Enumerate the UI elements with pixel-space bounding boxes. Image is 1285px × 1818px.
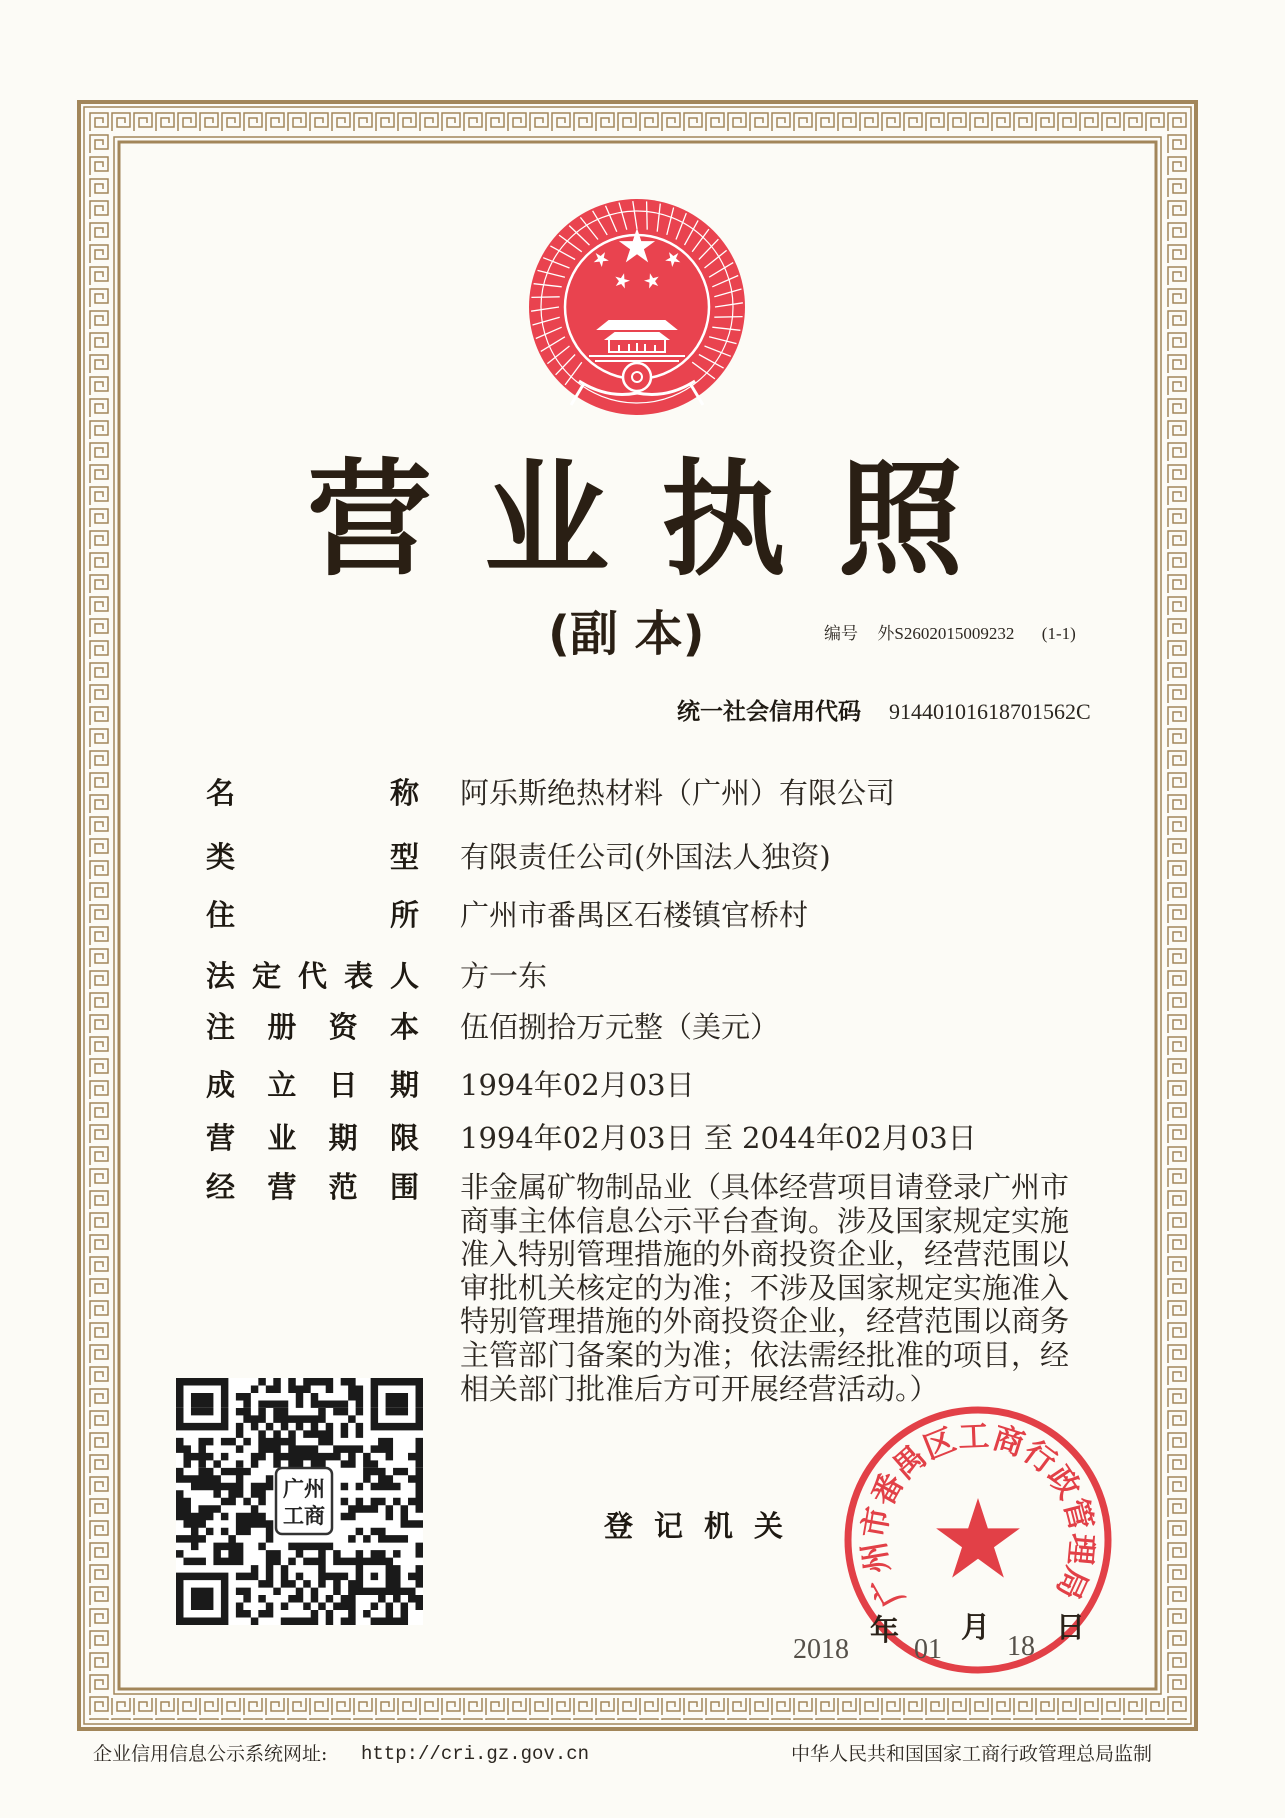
issue-day-unit: 日	[1056, 1610, 1086, 1644]
field-label-legal-rep	[206, 958, 419, 994]
qr-badge-line: 工商	[283, 1504, 325, 1528]
field-value-term: 1994年02月03日 至 2044年02月03日	[460, 1121, 977, 1155]
document-title: 营业执照	[307, 448, 1015, 593]
field-value-legal-rep: 方一东	[460, 959, 548, 993]
field-value-capital: 伍佰捌拾万元整（美元）	[460, 1010, 780, 1044]
field-label-term	[206, 1120, 419, 1156]
scope-line: 准入特别管理措施的外商投资企业，经营范围以	[460, 1237, 1070, 1271]
field-value-established: 1994年02月03日	[460, 1068, 695, 1102]
label-char: 代	[297, 959, 327, 993]
field-label-type	[206, 839, 419, 875]
scope-line: 非金属矿物制品业（具体经营项目请登录广州市	[460, 1170, 1070, 1204]
field-value-name: 阿乐斯绝热材料（广州）有限公司	[460, 776, 896, 810]
footer-supervisor: 中华人民共和国国家工商行政管理总局监制	[791, 1743, 1153, 1765]
scope-line: 主管部门备案的为准；依法需经批准的项目，经	[460, 1338, 1070, 1372]
scope-line: 商事主体信息公示平台查询。涉及国家规定实施	[460, 1204, 1070, 1238]
serial-label: 编号	[824, 624, 858, 644]
label-char: 定	[251, 959, 281, 993]
scope-line: 审批机关核定的为准；不涉及国家规定实施准入	[460, 1271, 1070, 1305]
field-value-type: 有限责任公司(外国法人独资)	[460, 840, 831, 874]
label-char: 营	[206, 1121, 236, 1155]
gear-icon	[623, 363, 651, 391]
national-emblem-icon	[525, 195, 749, 419]
label-char: 所	[389, 898, 419, 932]
issue-month: 01	[914, 1634, 942, 1665]
issue-month-unit: 月	[961, 1610, 991, 1644]
seal-text-path: 广州市番禺区工商行政管理局	[856, 1418, 1100, 1613]
label-char: 业	[267, 1121, 297, 1155]
label-char: 日	[328, 1068, 358, 1102]
label-char: 人	[389, 959, 419, 993]
label-char: 本	[389, 1010, 419, 1044]
issue-year-unit: 年	[870, 1613, 900, 1647]
label-char: 立	[267, 1068, 297, 1102]
serial-suffix: (1-1)	[1041, 624, 1076, 643]
star-icon	[936, 1498, 1020, 1578]
credit-code-value: 91440101618701562C	[889, 699, 1091, 724]
label-char: 注	[206, 1010, 236, 1044]
field-value-address: 广州市番禺区石楼镇官桥村	[460, 898, 809, 932]
serial-value: 外S2602015009232	[877, 624, 1015, 643]
serial-number	[824, 622, 1076, 646]
credit-code-label: 统一社会信用代码	[677, 699, 861, 725]
scope-line: 相关部门批准后方可开展经营活动。）	[460, 1372, 939, 1406]
field-label-established	[206, 1067, 419, 1103]
emblem-disc	[565, 235, 709, 379]
issue-day: 18	[1007, 1631, 1035, 1662]
label-char: 经	[206, 1170, 236, 1204]
qr-code-icon	[176, 1378, 423, 1625]
label-char: 资	[328, 1010, 358, 1044]
label-char: 围	[389, 1170, 419, 1204]
label-char: 册	[267, 1010, 297, 1044]
label-char: 期	[389, 1068, 419, 1102]
label-char: 称	[389, 776, 419, 810]
label-char: 类	[206, 840, 236, 874]
label-char: 范	[328, 1170, 358, 1204]
label-char: 住	[206, 898, 236, 932]
field-label-scope	[206, 1169, 419, 1205]
label-char: 期	[328, 1121, 358, 1155]
label-char: 表	[343, 959, 373, 993]
label-char: 限	[389, 1121, 419, 1155]
credit-code	[677, 698, 1091, 726]
qr-badge-line: 广州	[283, 1477, 325, 1501]
footer-site-label: 企业信用信息公示系统网址:	[93, 1743, 328, 1765]
footer-site-url: http://cri.gz.gov.cn	[361, 1743, 590, 1765]
registrar-label: 登记机关	[604, 1509, 805, 1543]
field-label-address	[206, 897, 419, 933]
label-char: 名	[206, 776, 236, 810]
label-char: 法	[206, 959, 236, 993]
field-label-name	[206, 775, 419, 811]
label-char: 营	[267, 1170, 297, 1204]
label-char: 成	[206, 1068, 236, 1102]
copy-mark: (副 本)	[548, 606, 705, 662]
label-char: 型	[389, 840, 419, 874]
scope-line: 特别管理措施的外商投资企业，经营范围以商务	[460, 1304, 1070, 1338]
field-label-capital	[206, 1009, 419, 1045]
issue-year: 2018	[793, 1634, 849, 1665]
